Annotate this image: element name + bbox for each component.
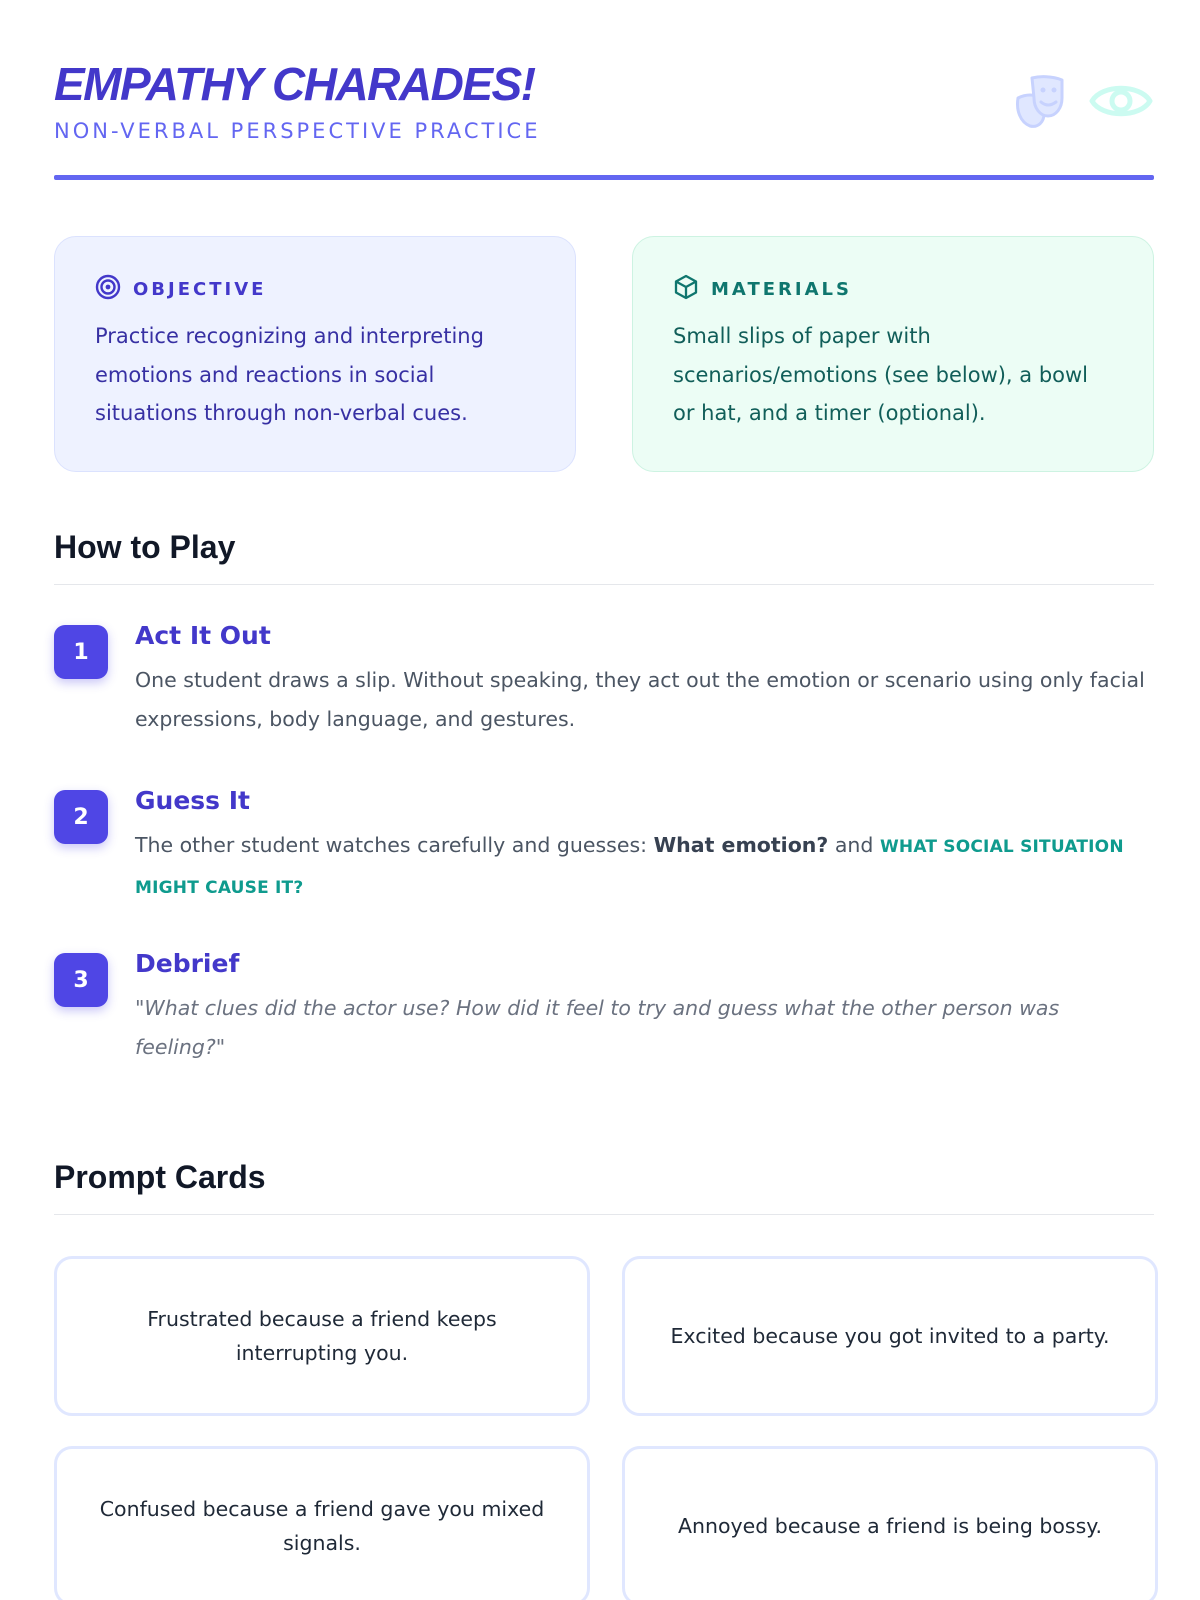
step-description: One student draws a slip. Without speaking, they act out the emotion or scenario using only facial expressions, body language, and gestures. — [135, 668, 1145, 731]
step-description — [135, 826, 1145, 907]
step-number-badge: 1 — [54, 625, 108, 679]
prompt-cards-heading: Prompt Cards — [54, 1159, 266, 1195]
eye-icon — [1088, 76, 1154, 130]
step-title: Guess It — [135, 786, 250, 815]
step-text-joiner: and — [834, 833, 874, 857]
step-text-highlight: WHAT SOCIAL SITUATION MIGHT CAUSE IT? — [135, 837, 1124, 898]
step-title: Act It Out — [135, 621, 271, 650]
header-divider — [54, 175, 1154, 180]
materials-box — [632, 236, 1154, 472]
step-text-emphasis: What emotion? — [653, 833, 829, 857]
objective-text: Practice recognizing and interpreting emotions and reactions in social situations through non-verbal cues. — [95, 324, 484, 425]
materials-text: Small slips of paper with scenarios/emotions (see below), a bowl or hat, and a timer (optional). — [673, 324, 1089, 425]
objective-label: OBJECTIVE — [133, 278, 267, 300]
page-subtitle: NON-VERBAL PERSPECTIVE PRACTICE — [54, 119, 541, 143]
materials-label: MATERIALS — [711, 278, 852, 300]
step-text-lead: The other student watches carefully and guesses: — [135, 833, 648, 857]
page-header — [54, 58, 1154, 182]
step-title: Debrief — [135, 949, 240, 978]
prompt-cards-divider — [54, 1214, 1154, 1215]
step-number-badge: 2 — [54, 790, 108, 844]
prompt-card: Frustrated because a friend keeps interrupting you. — [54, 1256, 590, 1416]
how-to-play-divider — [54, 584, 1154, 585]
prompt-card: Annoyed because a friend is being bossy. — [622, 1446, 1158, 1600]
prompt-card: Confused because a friend gave you mixed signals. — [54, 1446, 590, 1600]
target-icon — [95, 274, 121, 304]
page-title: EMPATHY CHARADES! — [54, 58, 535, 110]
header-icons — [1006, 68, 1154, 138]
prompt-card: Excited because you got invited to a party. — [622, 1256, 1158, 1416]
how-to-play-heading: How to Play — [54, 529, 236, 565]
objective-box — [54, 236, 576, 472]
box-icon — [673, 274, 699, 304]
step-number-badge: 3 — [54, 953, 108, 1007]
step-description: "What clues did the actor use? How did it feel to try and guess what the other person was feeling?" — [135, 996, 1060, 1059]
theater-masks-icon — [1006, 68, 1072, 138]
